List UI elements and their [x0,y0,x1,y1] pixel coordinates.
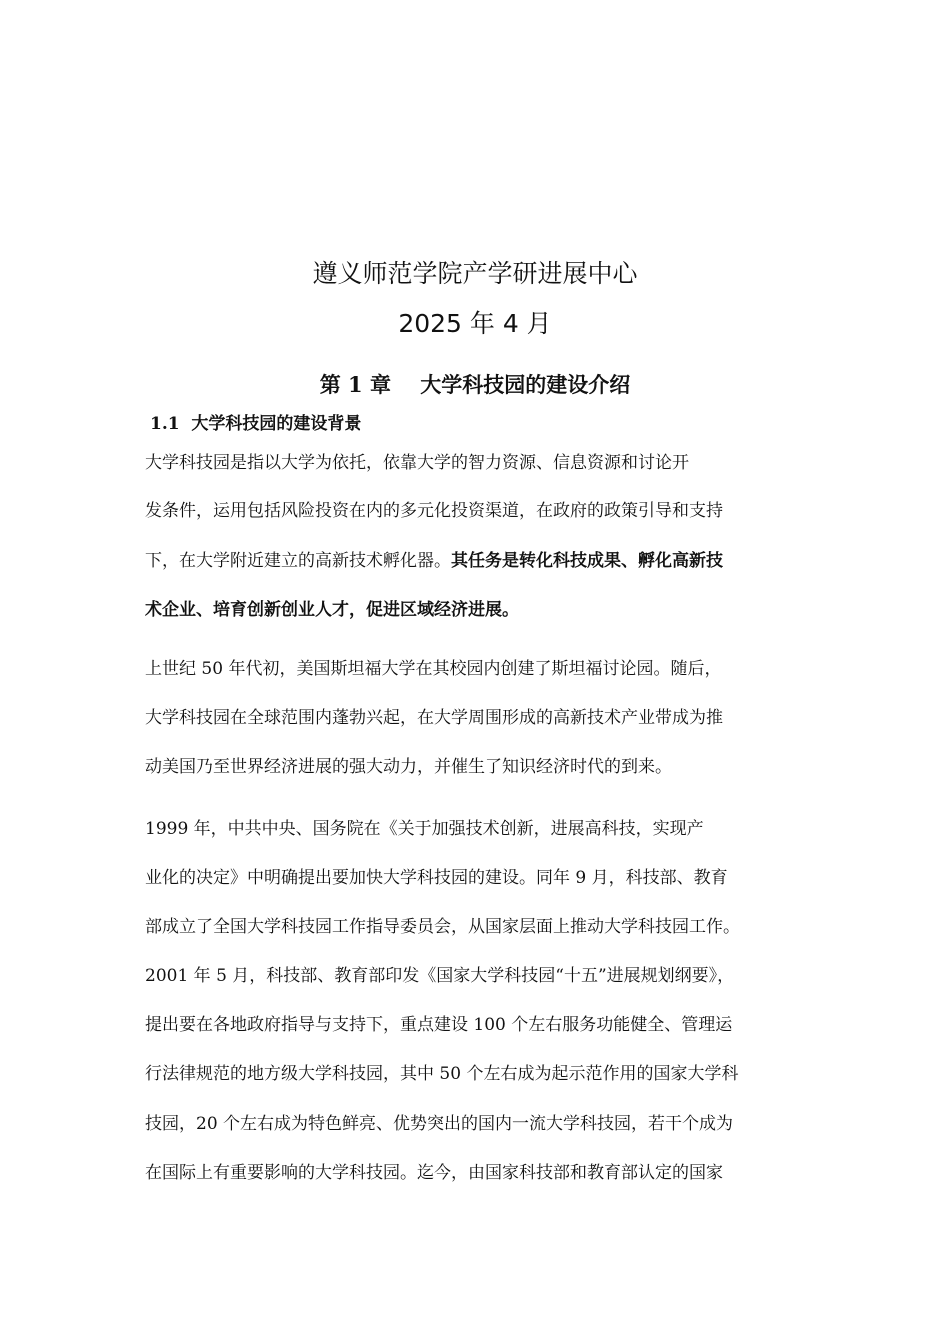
paragraph-1-line-2: 发条件，运用包括风险投资在内的多元化投资渠道，在政府的政策引导和支持 [145,501,723,521]
paragraph-1-line-3-bold: 其任务是转化科技成果、孵化高新技 [451,551,723,571]
paragraph-1-line-3-normal: 下，在大学附近建立的高新技术孵化器。 [145,551,451,571]
paragraph-3-line-5: 提出要在各地政府指导与支持下，重点建设 100 个左右服务功能健全、管理运 [145,1015,733,1035]
paragraph-3-line-1: 1999 年，中共中央、国务院在《关于加强技术创新，进展高科技，实现产 [145,819,704,839]
paragraph-1-line-3 [145,547,815,575]
paragraph-3-line-4: 2001 年 5 月，科技部、教育部印发《国家大学科技园“十五”进展规划纲要》， [145,966,735,986]
paragraph-3-line-6: 行法律规范的地方级大学科技园，其中 50 个左右成为起示范作用的国家大学科 [145,1064,739,1084]
paragraph-1-line-4: 术企业、培育创新创业人才，促进区域经济进展。 [145,600,519,620]
section-title: 1.1 大学科技园的建设背景 [150,414,362,434]
paragraph-2-line-1: 上世纪 50 年代初，美国斯坦福大学在其校园内创建了斯坦福讨论园。随后， [145,659,722,679]
paragraph-3-line-2: 业化的决定》中明确提出要加快大学科技园的建设。同年 9 月，科技部、教育 [145,868,728,888]
paragraph-3-line-8: 在国际上有重要影响的大学科技园。迄今，由国家科技部和教育部认定的国家 [145,1163,723,1183]
paragraph-1-line-1: 大学科技园是指以大学为依托，依靠大学的智力资源、信息资源和讨论开 [145,453,689,473]
document-date: 2025 年 4 月 [398,309,552,338]
paragraph-2-line-3: 动美国乃至世界经济进展的强大动力，并催生了知识经济时代的到来。 [145,757,672,777]
paragraph-2-line-2: 大学科技园在全球范围内蓬勃兴起，在大学周围形成的高新技术产业带成为推 [145,708,723,728]
paragraph-3-line-3: 部成立了全国大学科技园工作指导委员会，从国家层面上推动大学科技园工作。 [145,917,740,937]
chapter-title: 第 1 章 大学科技园的建设介绍 [319,372,631,397]
paragraph-3-line-7: 技园，20 个左右成为特色鲜亮、优势突出的国内一流大学科技园，若干个成为 [145,1114,734,1134]
organization-name: 遵义师范学院产学研进展中心 [312,259,638,288]
